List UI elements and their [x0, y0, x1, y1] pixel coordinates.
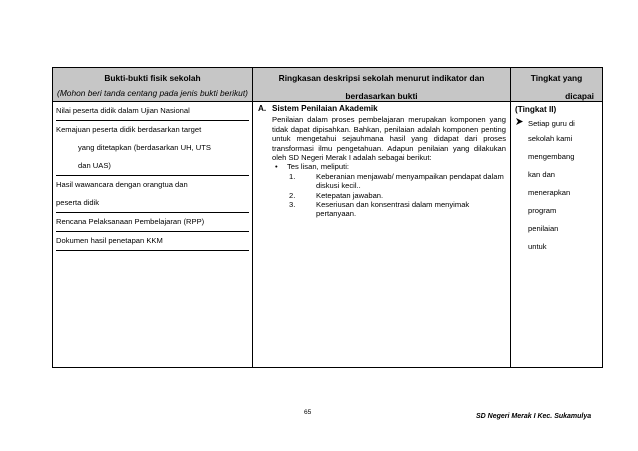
- level-content: [511, 104, 602, 256]
- item-text: Keberanian menjawab/ menyampaikan pendapat dalam diskusi kecil..: [316, 171, 504, 191]
- assessment-table: [52, 67, 603, 368]
- item-number: 1.: [289, 171, 296, 181]
- level-header-line1: Tingkat yang: [530, 73, 583, 83]
- level-line-8: untuk: [528, 242, 547, 251]
- level-line-2: sekolah kami: [528, 134, 573, 143]
- evidence-divider: [56, 250, 249, 251]
- section-heading: [258, 104, 506, 113]
- description-header-line2: berdasarkan bukti: [345, 91, 418, 101]
- section-letter: A.: [258, 104, 267, 113]
- evidence-item-kkm: Dokumen hasil penetapan KKM: [56, 231, 249, 250]
- bullet-text: Tes lisan, meliputi:: [287, 162, 350, 172]
- item-number: 2.: [289, 190, 296, 200]
- level-line-7: penilaian: [528, 224, 559, 233]
- level-line-1: Setiap guru di: [528, 119, 575, 128]
- item-number: 3.: [289, 200, 296, 210]
- evidence-header: [53, 68, 253, 102]
- level-line-4: kan dan: [528, 170, 556, 179]
- description-cell: [253, 102, 511, 368]
- item-text: Ketepatan jawaban.: [316, 190, 384, 200]
- level-line-5: menerapkan: [528, 188, 571, 197]
- arrow-check-icon: [515, 117, 524, 130]
- evidence-item-progress-line2: yang ditetapkan (berdasarkan UH, UTS: [78, 143, 211, 152]
- evidence-item-interview-line2: peserta didik: [56, 198, 100, 207]
- section-title: Sistem Penilaian Akademik: [272, 104, 378, 113]
- evidence-cell: [53, 102, 253, 368]
- level-line-3: mengembang: [528, 152, 575, 161]
- level-cell: [511, 102, 603, 368]
- level-checked-line: [515, 117, 598, 130]
- numbered-item-3: [258, 200, 506, 219]
- level-title: (Tingkat II): [515, 105, 557, 114]
- evidence-item-interview-line1: Hasil wawancara dengan orangtua dan: [56, 180, 188, 189]
- numbered-item-1: [258, 172, 506, 191]
- description-header: [253, 68, 511, 102]
- description-paragraph: Penilaian dalam proses pembelajaran merupakan komponen yang tidak dapat dipisahkan. Bahkan, penilaian adalah komponen penting untuk mengetahui sejauhmana hasil yang didapat dari proses transformasi ilmu pengetahuan. Adapun penilaian yang dilakukan oleh SD Negeri Merak I adalah sebagai berikut:: [272, 115, 506, 163]
- evidence-item-progress: [56, 120, 249, 175]
- evidence-item-interview: [56, 175, 249, 212]
- evidence-item-progress-line3: dan UAS): [78, 161, 111, 170]
- evidence-header-title: Bukti-bukti fisik sekolah: [104, 73, 201, 83]
- bullet-icon: •: [275, 162, 278, 172]
- level-line-6: program: [528, 206, 557, 215]
- description-header-line1: Ringkasan deskripsi sekolah menurut indikator dan: [278, 73, 485, 83]
- evidence-item-rpp: Rencana Pelaksanaan Pembelajaran (RPP): [56, 212, 249, 231]
- footer-school-name: SD Negeri Merak I Kec. Sukamulya: [476, 413, 592, 420]
- level-header: [511, 68, 603, 102]
- level-header-line2: dicapai: [565, 91, 594, 101]
- numbered-item-2: [258, 191, 506, 200]
- evidence-list: [53, 102, 252, 251]
- evidence-item-exam-scores: Nilai peserta didik dalam Ujian Nasional: [56, 106, 190, 115]
- item-text: Keseriusan dan konsentrasi dalam menyimak pertanyaan.: [316, 200, 470, 219]
- description-content: [253, 102, 510, 223]
- page-number: 65: [304, 409, 312, 416]
- bullet-oral-test: [258, 162, 506, 171]
- evidence-header-note: (Mohon beri tanda centang pada jenis bukti berikut): [57, 88, 248, 98]
- evidence-item-progress-line1: Kemajuan peserta didik berdasarkan target: [56, 125, 202, 134]
